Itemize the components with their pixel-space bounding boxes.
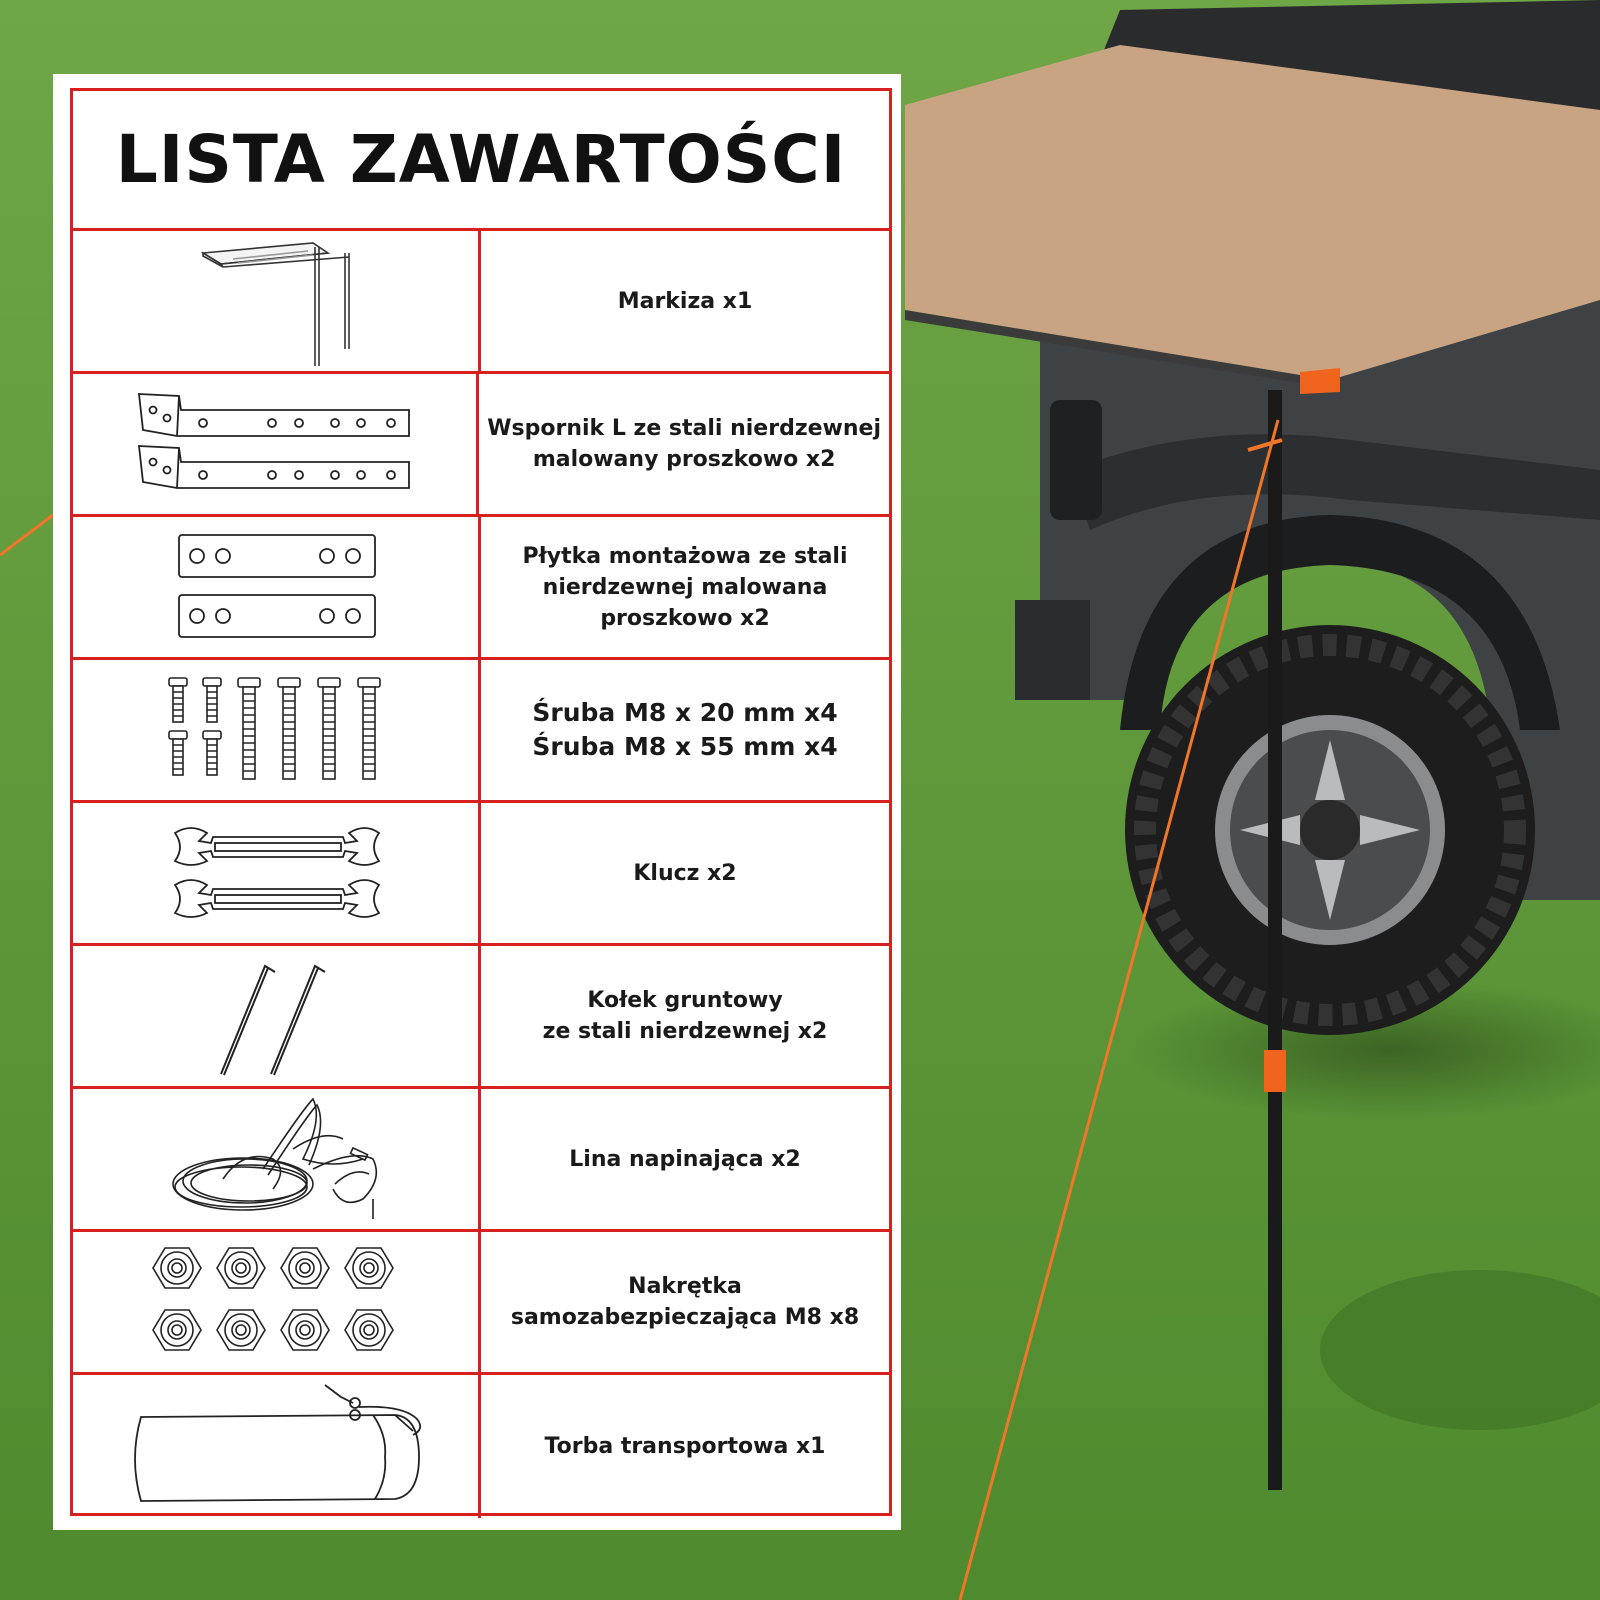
item-label: Lina napinająca x2 bbox=[569, 1146, 801, 1172]
item-label: Torba transportowa x1 bbox=[544, 1434, 826, 1459]
table-row bbox=[73, 374, 889, 517]
item-image-cell bbox=[73, 946, 481, 1086]
item-rows bbox=[73, 231, 889, 1518]
page-title: LISTA ZAWARTOŚCI bbox=[73, 91, 889, 231]
l-bracket-icon bbox=[73, 374, 478, 514]
item-image-cell bbox=[73, 1089, 481, 1229]
table-row bbox=[73, 231, 889, 374]
item-label: Płytka montażowa ze stali nierdzewnej malowana proszkowo x2 bbox=[522, 543, 848, 631]
table-row bbox=[73, 1089, 889, 1232]
table-row bbox=[73, 660, 889, 803]
mounting-plate-icon bbox=[73, 517, 478, 657]
item-image-cell bbox=[73, 374, 479, 514]
item-label: Wspornik L ze stali nierdzewnej malowany proszkowo x2 bbox=[487, 416, 881, 472]
item-image-cell bbox=[73, 803, 481, 943]
item-image-cell bbox=[73, 1232, 481, 1372]
awning-icon bbox=[73, 231, 478, 371]
item-image-cell bbox=[73, 517, 481, 657]
item-label: Klucz x2 bbox=[633, 860, 737, 886]
table-row bbox=[73, 946, 889, 1089]
lock-nut-icon bbox=[73, 1232, 478, 1372]
item-image-cell bbox=[73, 231, 481, 371]
content-list-table bbox=[70, 88, 892, 1516]
guy-rope-icon bbox=[73, 1089, 478, 1229]
table-row bbox=[73, 803, 889, 946]
item-label: Markiza x1 bbox=[617, 288, 753, 314]
item-label: Kołek gruntowy ze stali nierdzewnej x2 bbox=[542, 988, 828, 1044]
wrench-icon bbox=[73, 803, 478, 943]
table-row bbox=[73, 517, 889, 660]
item-image-cell bbox=[73, 660, 481, 800]
item-label: Nakrętka samozabezpieczająca M8 x8 bbox=[510, 1274, 860, 1330]
bolts-icon bbox=[73, 660, 478, 800]
ground-stake-icon bbox=[73, 946, 478, 1086]
table-row bbox=[73, 1375, 889, 1518]
item-label: Śruba M8 x 20 mm x4 Śruba M8 x 55 mm x4 bbox=[532, 698, 838, 761]
carry-bag-icon bbox=[73, 1375, 478, 1515]
item-image-cell bbox=[73, 1375, 481, 1518]
table-row bbox=[73, 1232, 889, 1375]
